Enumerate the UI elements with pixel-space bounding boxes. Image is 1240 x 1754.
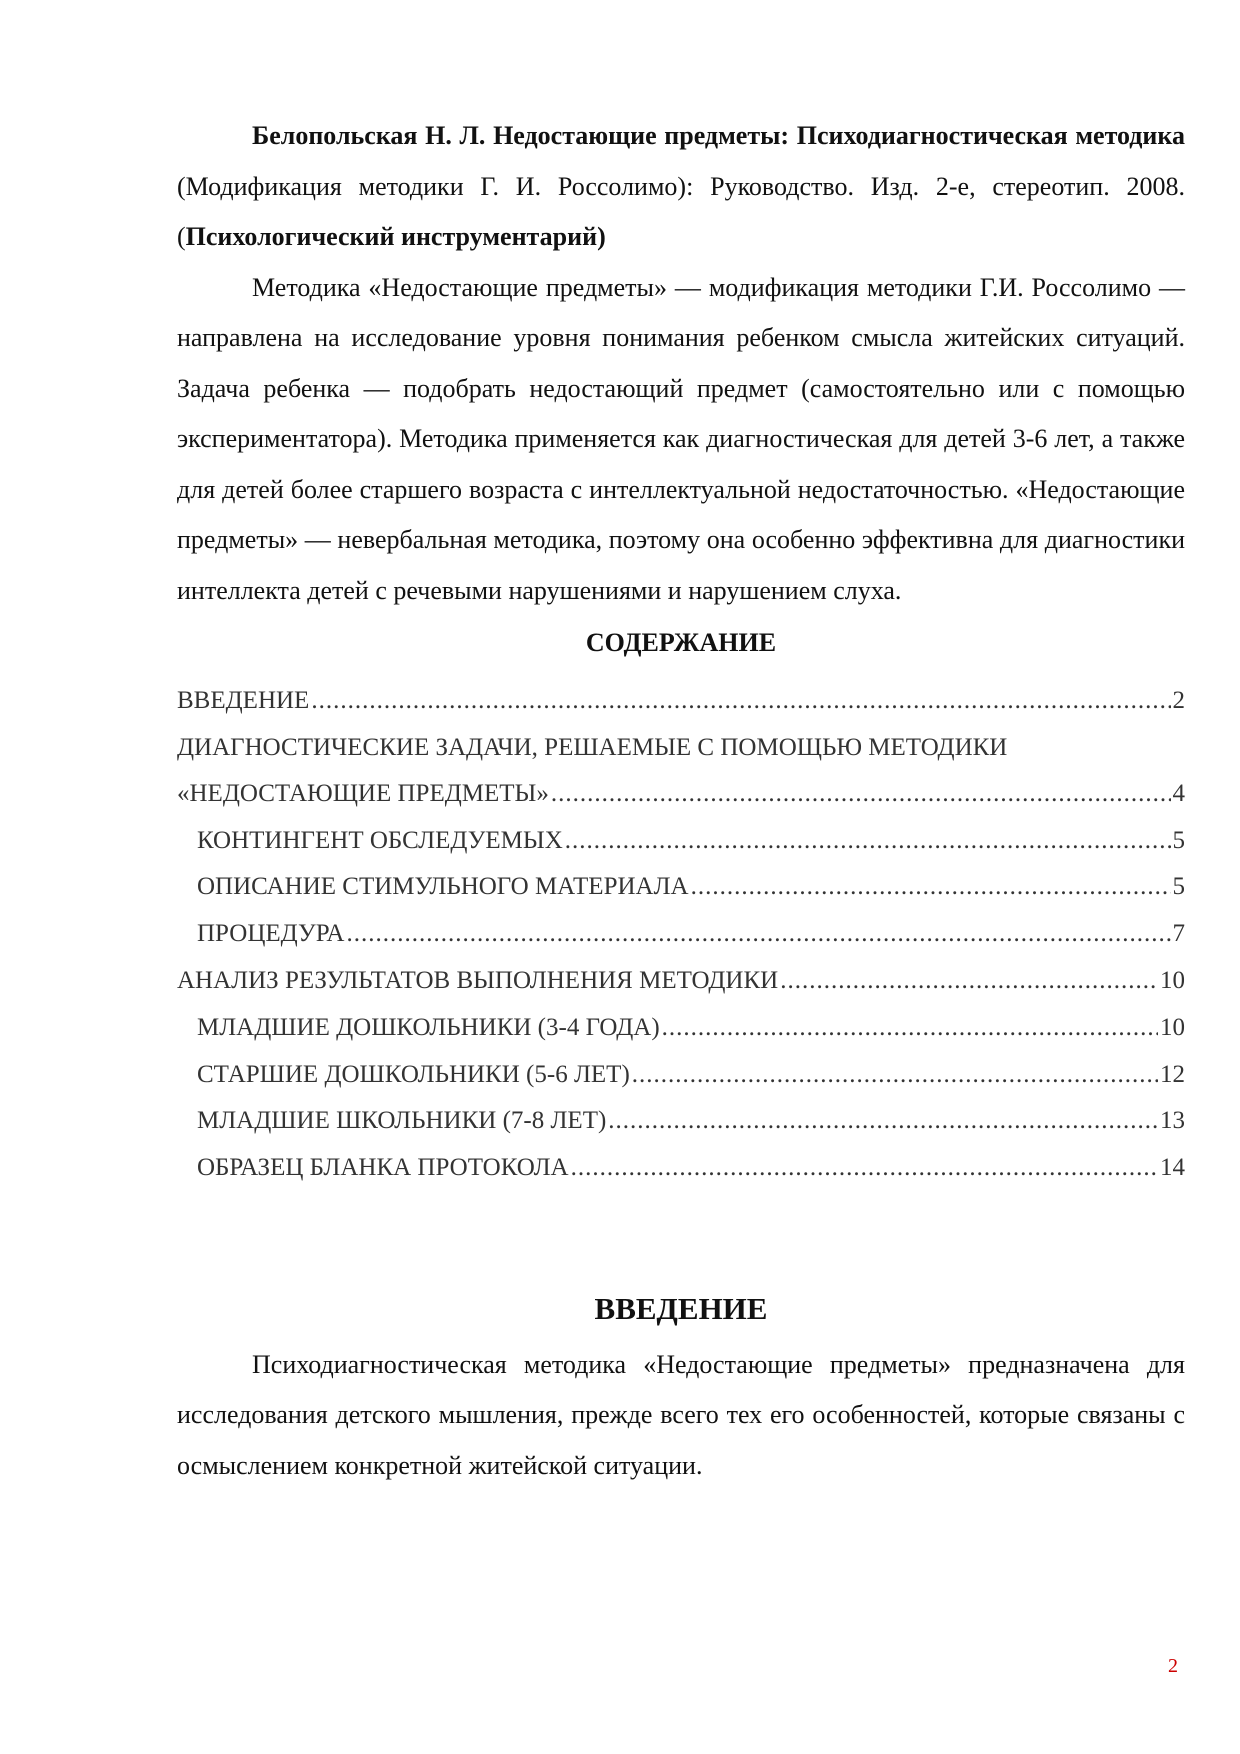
- toc-leader-dots: [691, 864, 1171, 911]
- toc-entry-page: 13: [1160, 1107, 1185, 1135]
- toc-leader-dots: [311, 678, 1170, 725]
- toc-leader-dots: [632, 1052, 1158, 1099]
- toc-entry-label: ВВЕДЕНИЕ: [177, 687, 310, 714]
- toc-entry-contingent[interactable]: [177, 818, 1185, 865]
- toc-entry-page: 10: [1160, 966, 1185, 994]
- toc-leader-dots: [571, 1145, 1158, 1192]
- toc-entry-label: «НЕДОСТАЮЩИЕ ПРЕДМЕТЫ»: [177, 779, 549, 807]
- toc-leader-dots: [662, 1005, 1158, 1052]
- toc-entry-label: ОПИСАНИЕ СТИМУЛЬНОГО МАТЕРИАЛА: [197, 873, 689, 901]
- toc-entry-label: ДИАГНОСТИЧЕСКИЕ ЗАДАЧИ, РЕШАЕМЫЕ С ПОМОЩЬЮ МЕТОДИКИ: [177, 733, 1008, 761]
- toc-entry-label: КОНТИНГЕНТ ОБСЛЕДУЕМЫХ: [197, 826, 563, 854]
- toc-entry-page: 5: [1172, 873, 1185, 901]
- toc-entry-label: ОБРАЗЕЦ БЛАНКА ПРОТОКОЛА: [197, 1154, 569, 1182]
- toc-entry-diagnostic-tasks-line2[interactable]: [177, 771, 1185, 818]
- toc-leader-dots: [608, 1098, 1158, 1145]
- citation-paragraph: [177, 111, 1185, 263]
- toc-entry-younger-school[interactable]: [177, 1098, 1185, 1145]
- toc-entry-protocol-form[interactable]: [177, 1145, 1185, 1192]
- toc-entry-label: СТАРШИЕ ДОШКОЛЬНИКИ (5-6 ЛЕТ): [197, 1060, 630, 1088]
- toc-leader-dots: [780, 958, 1158, 1005]
- toc-entry-label: МЛАДШИЕ ШКОЛЬНИКИ (7-8 ЛЕТ): [197, 1107, 607, 1135]
- toc-entry-label: ПРОЦЕДУРА: [197, 920, 345, 948]
- toc-entry-page: 12: [1160, 1060, 1185, 1088]
- citation-details: (Модификация методики Г. И. Россолимо): Руководство. Изд. 2-е, стереотип. 2008. (: [177, 171, 1185, 251]
- abstract-paragraph: Методика «Недостающие предметы» — модификация методики Г.И. Россолимо — направлена на исследование уровня понимания ребенком смысла житейских ситуаций. Задача ребенка — подобрать недостающий предмет (самостоятельно или с помощью экспериментатора). Методика применяется как диагностическая для детей 3-6 лет, а также для детей более старшего возраста с интеллектуальной недостаточностью. «Недостающие предметы» — невербальная методика, поэтому она особенно эффективна для диагностики интеллекта детей с речевыми нарушениями и нарушением слуха.: [177, 272, 1185, 605]
- toc-entry-label: АНАЛИЗ РЕЗУЛЬТАТОВ ВЫПОЛНЕНИЯ МЕТОДИКИ: [177, 966, 779, 994]
- citation-title: Белопольская Н. Л. Недостающие предметы: Психодиагностическая методика: [252, 121, 1185, 150]
- toc-entry-diagnostic-tasks-line1[interactable]: [177, 725, 1185, 771]
- introduction-title: ВВЕДЕНИЕ: [594, 1290, 768, 1326]
- toc-entry-page: 2: [1172, 687, 1185, 714]
- table-of-contents: [177, 678, 1185, 1192]
- toc-entry-page: 14: [1160, 1154, 1185, 1182]
- page-number: 2: [1168, 1655, 1178, 1677]
- toc-entry-procedure[interactable]: [177, 911, 1185, 958]
- citation-series: Психологический инструментарий): [185, 222, 606, 251]
- introduction-paragraph: Психодиагностическая методика «Недостающие предметы» предназначена для исследования детского мышления, прежде всего тех его особенностей, которые связаны с осмыслением конкретной житейской ситуации.: [177, 1349, 1185, 1480]
- toc-title: СОДЕРЖАНИЕ: [585, 628, 777, 657]
- toc-entry-page: 4: [1172, 779, 1185, 807]
- toc-entry-page: 5: [1172, 826, 1185, 854]
- toc-entry-older-preschool[interactable]: [177, 1052, 1185, 1099]
- toc-entry-younger-preschool[interactable]: [177, 1005, 1185, 1052]
- document-page: [177, 111, 1185, 1491]
- toc-leader-dots: [346, 911, 1170, 958]
- toc-leader-dots: [551, 771, 1171, 818]
- toc-entry-page: 7: [1172, 920, 1185, 948]
- toc-entry-results-analysis[interactable]: [177, 958, 1185, 1005]
- toc-entry-stimulus-material[interactable]: [177, 864, 1185, 911]
- toc-entry-label: МЛАДШИЕ ДОШКОЛЬНИКИ (3-4 ГОДА): [197, 1013, 660, 1041]
- toc-entry-introduction[interactable]: [177, 678, 1185, 725]
- toc-entry-page: 10: [1160, 1013, 1185, 1041]
- toc-leader-dots: [565, 818, 1171, 865]
